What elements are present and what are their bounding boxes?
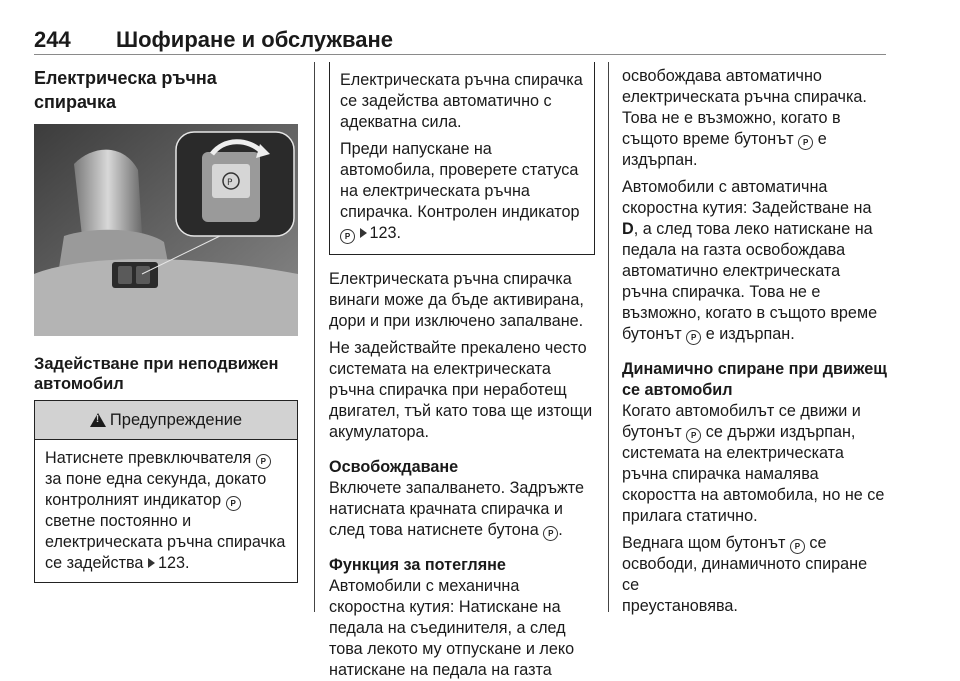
page-reference-icon xyxy=(360,228,367,238)
warning-text: контролният индикатор xyxy=(45,491,222,509)
section-title: Електрическа ръчна спирачка xyxy=(34,68,217,112)
body-text: се xyxy=(809,534,827,552)
body-line: Не задействайте прекалено често xyxy=(329,339,587,357)
body-line: освободи, динамичното спиране се xyxy=(622,555,868,594)
gear-lever-photo xyxy=(34,124,298,336)
page-number: 244 xyxy=(34,27,71,52)
body-line: автоматично електрическата xyxy=(622,262,841,280)
body-line: скоростта на автомобила, но не се xyxy=(622,486,885,504)
column-1 xyxy=(34,62,298,583)
release-heading: Освобождаване xyxy=(329,458,459,476)
warning-line xyxy=(45,490,287,511)
running-title: Шофиране и обслужване xyxy=(116,27,394,52)
page-reference-icon xyxy=(148,558,155,568)
body-line: ръчна спирачка при неработещ xyxy=(329,381,567,399)
warning-line xyxy=(45,469,287,490)
warning-title: Предупреждение xyxy=(109,410,243,429)
body-line: Когато автомобилът се движи и xyxy=(622,402,861,420)
warning-header xyxy=(35,401,297,440)
dynamic-braking-heading: Динамично спиране при движещ се автомобил xyxy=(622,360,887,399)
notice-line: се задейства автоматично с xyxy=(340,92,552,110)
parking-brake-icon: P xyxy=(543,526,558,541)
page-reference-link[interactable]: 123. xyxy=(369,224,402,242)
body-line: винаги може да бъде активирана, xyxy=(329,291,584,309)
warning-line xyxy=(45,553,287,574)
start-function-heading: Функция за потегляне xyxy=(329,556,506,574)
notice-line: спирачка. Контролен индикатор xyxy=(340,203,580,221)
body-text: бутонът xyxy=(622,325,682,343)
column-3 xyxy=(622,66,888,617)
body-line: електрическата ръчна спирачка. xyxy=(622,88,867,106)
warning-body xyxy=(35,440,297,582)
body-text: същото време бутонът xyxy=(622,130,794,148)
parking-brake-icon: P xyxy=(790,539,805,554)
warning-text: светне постоянно и xyxy=(45,512,192,530)
warning-triangle-icon xyxy=(90,413,106,427)
notice-line: на електрическата ръчна xyxy=(340,182,530,200)
warning-text: Натиснете превключвателя xyxy=(45,449,252,467)
notice-line: адекватна сила. xyxy=(340,113,462,131)
notice-line: автомобила, проверете статуса xyxy=(340,161,579,179)
body-line: педала на газта освобождава xyxy=(622,241,846,259)
body-line: скоростна кутия: Натискане на xyxy=(329,598,561,616)
body-line: издърпан. xyxy=(622,151,698,169)
body-line: ръчна спирачка намалява xyxy=(622,465,819,483)
gear-d-label: D xyxy=(622,220,634,238)
notice-line: Преди напускане на xyxy=(340,140,492,158)
body-text: е xyxy=(817,130,827,148)
notice-line: Електрическата ръчна спирачка xyxy=(340,71,583,89)
body-line: прилага статично. xyxy=(622,507,758,525)
warning-box xyxy=(34,400,298,583)
body-line: след това натиснете бутона P . xyxy=(329,521,563,539)
page-reference-link[interactable]: 123. xyxy=(157,554,190,572)
parking-brake-icon: P xyxy=(798,135,813,150)
body-line xyxy=(622,422,888,443)
header-rule xyxy=(34,54,886,55)
body-line xyxy=(622,533,888,554)
subheading-stationary: Задействане при неподвижен автомобил xyxy=(34,355,279,393)
warning-line xyxy=(45,532,287,553)
notice-box xyxy=(329,62,595,255)
column-divider-2 xyxy=(608,62,609,612)
body-line xyxy=(622,129,888,150)
column-2 xyxy=(329,62,595,681)
body-line: двигател, тъй като това ще изтощи xyxy=(329,402,593,420)
svg-text:P: P xyxy=(227,178,233,188)
warning-text: се задейства xyxy=(45,554,144,572)
parking-brake-switch-illustration xyxy=(34,124,298,336)
body-line: освобождава автоматично xyxy=(622,67,822,85)
body-text: е издърпан. xyxy=(705,325,795,343)
body-line: това лекото му отпускане и леко xyxy=(329,640,575,658)
notice-line xyxy=(340,223,584,244)
parking-brake-icon: P xyxy=(686,428,701,443)
body-text: бутонът xyxy=(622,423,682,441)
warning-line xyxy=(45,511,287,532)
body-line xyxy=(622,324,888,345)
body-line: Това не е възможно, когато в xyxy=(622,109,841,127)
warning-text: за поне една секунда, докато xyxy=(45,470,267,488)
body-line: Електрическата ръчна спирачка xyxy=(329,270,572,288)
body-line: натисната крачната спирачка и xyxy=(329,500,563,518)
body-line: Включете запалването. Задръжте xyxy=(329,479,585,497)
body-line: скоростна кутия: Задействане на xyxy=(622,199,872,217)
body-line: преустановява. xyxy=(622,597,738,615)
parking-brake-icon: P xyxy=(226,496,241,511)
body-line: акумулатора. xyxy=(329,423,430,441)
body-line: педала на съединителя, а след xyxy=(329,619,566,637)
body-line: дори и при изключено запалване. xyxy=(329,312,584,330)
body-text: , а след това леко натискане на xyxy=(633,220,873,238)
warning-line xyxy=(45,448,287,469)
parking-brake-icon: P xyxy=(686,330,701,345)
parking-brake-icon: P xyxy=(340,229,355,244)
body-line: системата на електрическата xyxy=(329,360,551,378)
body-line: възможно, когато в същото време xyxy=(622,304,878,322)
body-line: ръчна спирачка. Това не е xyxy=(622,283,821,301)
body-line: натискане на педала на газта xyxy=(329,661,552,679)
parking-brake-icon: P xyxy=(256,454,271,469)
body-line: Автомобили с автоматична xyxy=(622,178,828,196)
body-text: се държи издърпан, xyxy=(705,423,856,441)
body-line: Автомобили с механична xyxy=(329,577,520,595)
body-text: след това натиснете бутона xyxy=(329,521,539,539)
column-divider-1 xyxy=(314,62,315,612)
body-line: системата на електрическата xyxy=(622,444,844,462)
warning-text: електрическата ръчна спирачка xyxy=(45,533,286,551)
body-line xyxy=(622,219,888,240)
body-text: Веднага щом бутонът xyxy=(622,534,786,552)
